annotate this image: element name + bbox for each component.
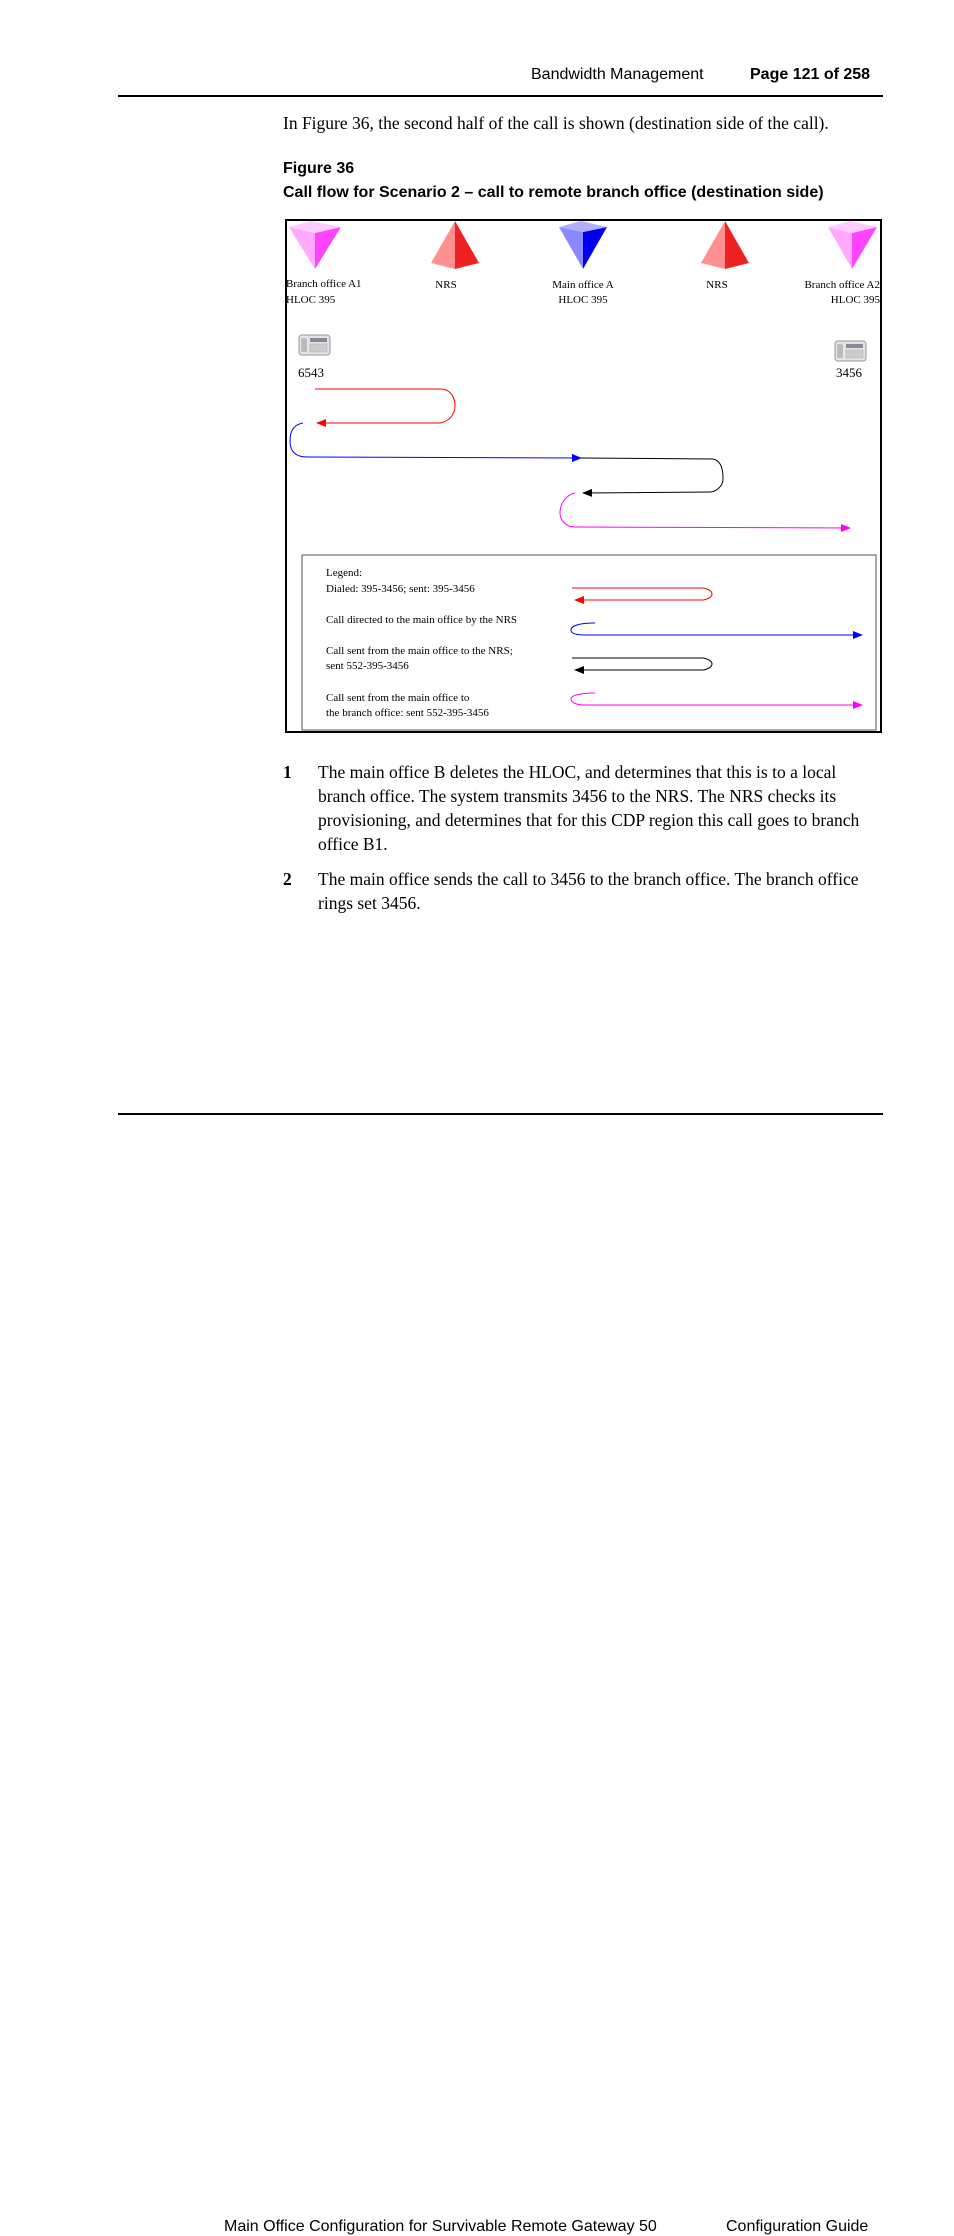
legend-item-4-line1: Call sent from the main office to [326,692,470,704]
legend-heading: Legend: [326,567,363,579]
telephone-icon [299,335,330,355]
legend-box [302,555,876,730]
node-3-line2: HLOC 395 [558,294,608,306]
legend-item-2-text: Call directed to the main office by the NRS [326,614,518,626]
legend-item-4-line2: the branch office: sent 552-395-3456 [326,707,489,719]
node-4-line1: NRS [706,279,728,291]
node-1-line2: HLOC 395 [286,294,336,306]
call-flow-diagram [285,219,882,733]
node-5-line2: HLOC 395 [830,294,880,306]
figure-label: Figure 36 [283,160,355,177]
node-5-line1: Branch office A2 [804,279,880,291]
legend-item-3-line2: sent 552-395-3456 [326,660,409,672]
legend-item-3-line1: Call sent from the main office to the NRS; [326,645,513,657]
legend-item-1-text: Dialed: 395-3456; sent: 395-3456 [326,583,475,595]
telephone-icon [835,341,866,361]
phone-3456 [835,341,866,380]
header-section-title: Bandwidth Management [531,66,704,83]
figure-title: Call flow for Scenario 2 – call to remote branch office (destination side) [283,184,824,201]
call-flow-figure [285,219,882,733]
step-item [283,867,883,915]
footer-document-title: Main Office Configuration for Survivable Remote Gateway 50 [224,2218,657,2235]
node-2-line1: NRS [435,279,457,291]
page-footer [0,1100,954,2235]
footer-document-type: Configuration Guide [726,2218,869,2235]
step-number: 1 [283,762,292,782]
step-list [283,760,883,926]
node-1-line1: Branch office A1 [286,278,362,290]
step-item [283,760,883,856]
intro-paragraph: In Figure 36, the second half of the call is shown (destination side of the call). [283,113,829,133]
step-number: 2 [283,869,292,889]
phone-number-6543: 6543 [298,365,324,380]
step-text: The main office sends the call to 3456 to the branch office. The branch office rings set 3456. [318,869,859,913]
phone-number-3456: 3456 [836,365,862,380]
page-header [0,0,954,100]
header-page-number: Page 121 of 258 [750,66,871,83]
header-rule [118,95,883,97]
step-text: The main office B deletes the HLOC, and determines that this is to a local branch office. The system transmits 3456 to the NRS. The NRS checks its provisioning, and determines that for this CDP region this call goes to branch office B1. [318,762,860,854]
node-3-line1: Main office A [552,279,614,291]
